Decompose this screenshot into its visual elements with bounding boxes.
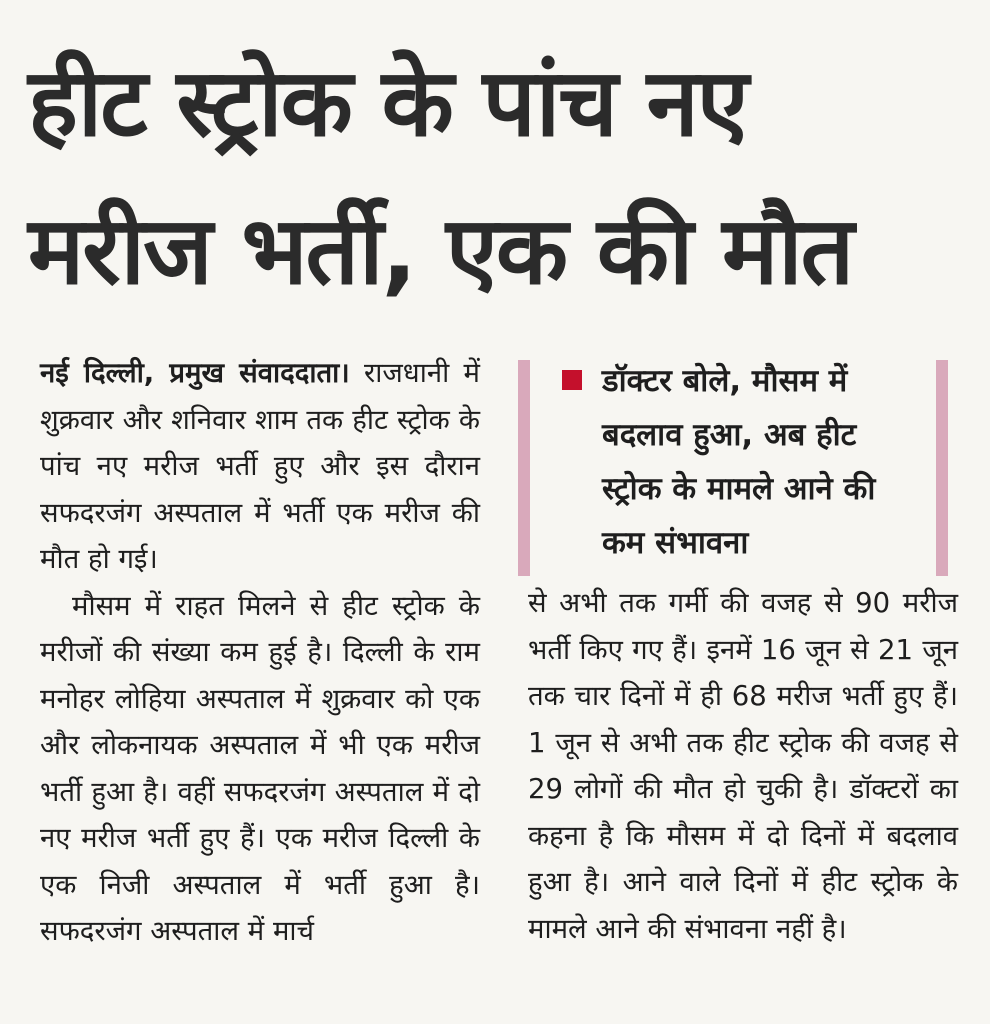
headline-line-1: हीट स्ट्रोक के पांच नए [28,49,747,158]
article-column-right [528,580,958,952]
callout-text: डॉक्टर बोले, मौसम में बदलाव हुआ, अब हीट स्ट्रोक के मामले आने की कम संभावना [602,363,876,561]
article-paragraph-1 [40,350,480,583]
headline-line-2: मरीज भर्ती, एक की मौत [28,197,853,306]
article-paragraph-1-text: राजधानी में शुक्रवार और शनिवार शाम तक हीट स्ट्रोक के पांच नए मरीज भर्ती हुए और इस दौरान सफदरजंग अस्पताल में भर्ती एक मरीज की मौत हो गई। [40,357,480,575]
dateline: नई दिल्ली, प्रमुख संवाददाता। [40,357,350,389]
callout-left-bar [518,360,530,576]
article-paragraph-2: मौसम में राहत मिलने से हीट स्ट्रोक के मरीजों की संख्या कम हुई है। दिल्ली के राम मनोहर लोहिया अस्पताल में शुक्रवार को एक और लोकनायक अस्पताल में भी एक मरीज भर्ती हुआ है। वहीं सफदरजंग अस्पताल में दो नए मरीज भर्ती हुए हैं। एक मरीज दिल्ली के एक निजी अस्पताल में भर्ती हुआ है। सफदरजंग अस्पताल में मार्च [40,589,480,947]
callout-right-bar [936,360,948,576]
article-column-left [40,350,480,955]
callout-box [514,352,954,574]
article-paragraph-2-continued: से अभी तक गर्मी की वजह से 90 मरीज भर्ती किए गए हैं। इनमें 16 जून से 21 जून तक चार दिनों में ही 68 मरीज भर्ती हुए हैं। 1 जून से अभी तक हीट स्ट्रोक की वजह से 29 लोगों की मौत हो चुकी है। डॉक्टरों का कहना है कि मौसम में दो दिनों में बदलाव हुआ है। आने वाले दिनों में हीट स्ट्रोक के मामले आने की संभावना नहीं है। [528,587,958,945]
bullet-square-icon [562,370,582,390]
headline [28,30,968,326]
